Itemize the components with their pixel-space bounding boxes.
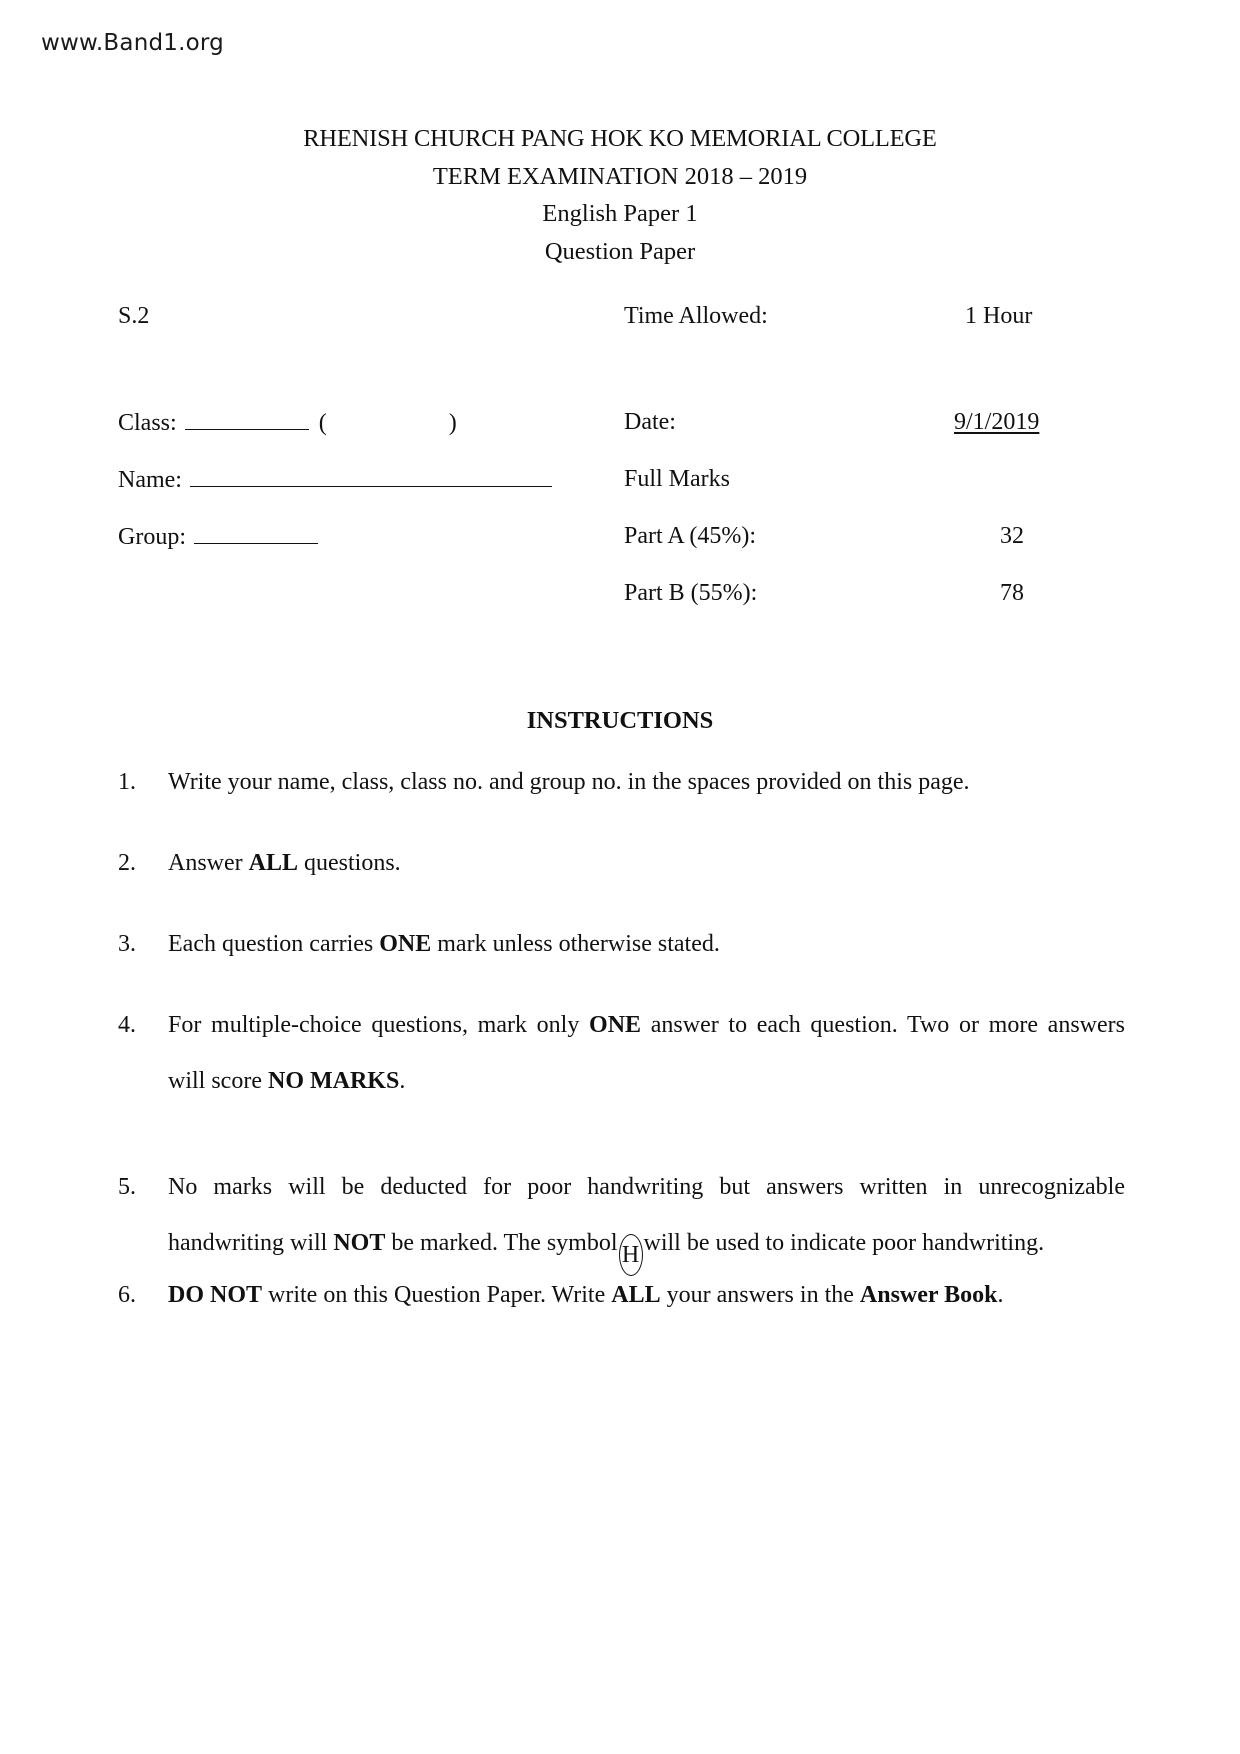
subject-title: English Paper 1 — [542, 200, 698, 227]
text-segment: Answer — [168, 850, 249, 876]
instruction-item-2 — [118, 835, 1125, 891]
name-label: Name: — [118, 467, 182, 493]
instruction-item-5 — [118, 1159, 1125, 1276]
class-label: Class: — [118, 410, 177, 436]
emphasis-text: DO NOT — [168, 1282, 263, 1308]
time-allowed-label: Time Allowed: — [624, 303, 768, 329]
instruction-number: 1. — [118, 769, 136, 795]
class-number-open-paren: ( — [318, 410, 327, 436]
instruction-line — [168, 1053, 1125, 1109]
name-blank[interactable] — [190, 466, 552, 487]
emphasis-text: ONE — [589, 1012, 642, 1038]
instruction-text — [168, 916, 1125, 972]
document-header — [0, 120, 1240, 270]
instruction-text — [168, 835, 1125, 891]
school-name: RHENISH CHURCH PANG HOK KO MEMORIAL COLLEGE — [303, 125, 937, 152]
exam-title: TERM EXAMINATION 2018 – 2019 — [432, 162, 808, 190]
text-segment: . — [399, 1068, 406, 1094]
instruction-item-4 — [118, 997, 1125, 1109]
text-segment: handwriting will — [168, 1230, 334, 1256]
emphasis-text: NOT — [333, 1230, 386, 1256]
class-field — [118, 409, 457, 437]
text-segment: answer to each question. Two or more answers — [641, 1012, 1125, 1038]
part-b-marks: 78 — [1000, 580, 1024, 606]
instruction-text — [168, 1159, 1125, 1276]
part-a-marks: 32 — [1000, 523, 1024, 549]
text-segment: mark unless otherwise stated. — [431, 931, 720, 957]
form-level: S.2 — [118, 303, 150, 329]
emphasis-text: ALL — [611, 1282, 661, 1308]
emphasis-text: NO MARKS — [267, 1068, 400, 1094]
instruction-line — [168, 997, 1125, 1053]
text-segment: your answers in the — [660, 1282, 860, 1308]
text-segment: will score — [168, 1068, 268, 1094]
instruction-number: 3. — [118, 931, 136, 957]
instruction-item-6 — [118, 1267, 1125, 1323]
emphasis-text: Answer Book — [859, 1282, 998, 1308]
instruction-line: No marks will be deducted for poor handwriting but answers written in unrecognizable — [168, 1174, 1125, 1200]
text-segment: For multiple-choice questions, mark only — [168, 1012, 590, 1038]
group-field — [118, 523, 318, 551]
emphasis-text: ONE — [379, 931, 432, 957]
instruction-number: 4. — [118, 1012, 136, 1038]
part-a-label: Part A (45%): — [624, 523, 756, 549]
date-label: Date: — [624, 409, 676, 435]
instruction-item-1 — [118, 754, 1125, 810]
text-segment: Each question carries — [168, 931, 380, 957]
paper-type: Question Paper — [544, 237, 696, 265]
part-b-label: Part B (55%): — [624, 580, 758, 606]
group-blank[interactable] — [194, 523, 318, 544]
circled-h-symbol-icon: H — [619, 1234, 643, 1276]
text-segment: write on this Question Paper. Write — [262, 1282, 612, 1308]
text-segment: will be used to indicate poor handwriting. — [643, 1230, 1045, 1256]
name-field — [118, 466, 552, 494]
time-allowed-value: 1 Hour — [965, 303, 1033, 329]
date-value: 9/1/2019 — [954, 409, 1040, 435]
instruction-number: 2. — [118, 850, 136, 876]
class-blank[interactable] — [185, 409, 309, 430]
emphasis-text: ALL — [248, 850, 299, 876]
class-number-close-paren: ) — [448, 410, 457, 436]
text-segment: . — [997, 1282, 1004, 1308]
full-marks-label: Full Marks — [624, 466, 731, 492]
instruction-number: 6. — [118, 1282, 136, 1308]
instruction-number: 5. — [118, 1174, 136, 1200]
instruction-text — [168, 1267, 1125, 1323]
group-label: Group: — [118, 524, 186, 550]
instruction-item-3 — [118, 916, 1125, 972]
instructions-heading: INSTRUCTIONS — [526, 707, 714, 734]
instruction-text — [168, 997, 1125, 1109]
text-segment: questions. — [298, 850, 401, 876]
text-segment: be marked. The symbol — [385, 1230, 618, 1256]
instruction-text: Write your name, class, class no. and group no. in the spaces provided on this page. — [168, 769, 970, 795]
website-watermark: www.Band1.org — [41, 30, 224, 56]
